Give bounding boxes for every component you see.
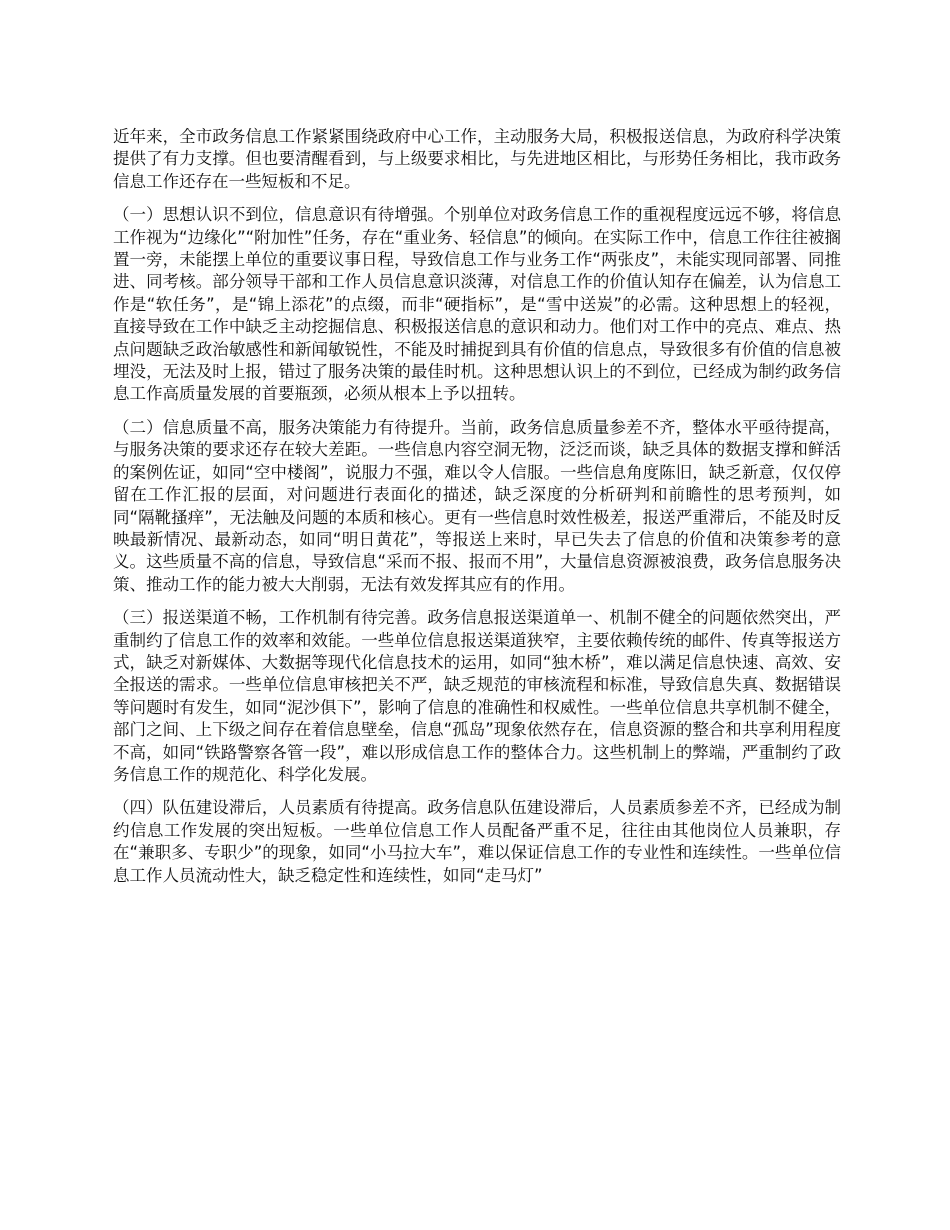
paragraph-intro: 近年来，全市政务信息工作紧紧围绕政府中心工作，主动服务大局，积极报送信息，为政府科学决策提供了有力支撑。但也要清醒看到，与上级要求相比，与先进地区相比，与形势任务相比，我市政务信息工作还存在一些短板和不足。 xyxy=(113,127,841,191)
paragraph-section-3: （三）报送渠道不畅，工作机制有待完善。政务信息报送渠道单一、机制不健全的问题依然突出，严重制约了信息工作的效率和效能。一些单位信息报送渠道狭窄，主要依赖传统的邮件、传真等报送方式，缺乏对新媒体、大数据等现代化信息技术的运用，如同“独木桥”，难以满足信息快速、高效、安全报送的需求。一些单位信息审核把关不严，缺乏规范的审核流程和标准，导致信息失真、数据错误等问题时有发生，如同“泥沙俱下”，影响了信息的准确性和权威性。一些单位信息共享机制不健全，部门之间、上下级之间存在着信息壁垒，信息“孤岛”现象依然存在，信息资源的整合和共享利用程度不高，如同“铁路警察各管一段”，难以形成信息工作的整体合力。这些机制上的弊端，严重制约了政务信息工作的规范化、科学化发展。 xyxy=(113,608,841,784)
paragraph-section-4: （四）队伍建设滞后，人员素质有待提高。政务信息队伍建设滞后，人员素质参差不齐，已经成为制约信息工作发展的突出短板。一些单位信息工作人员配备严重不足，往往由其他岗位人员兼职，存在“兼职多、专职少”的现象，如同“小马拉大车”，难以保证信息工作的专业性和连续性。一些单位信息工作人员流动性大，缺乏稳定性和连续性，如同“走马灯” xyxy=(113,798,841,885)
document-body xyxy=(113,126,841,898)
paragraph-section-2: （二）信息质量不高，服务决策能力有待提升。当前，政务信息质量参差不齐，整体水平亟待提高，与服务决策的要求还存在较大差距。一些信息内容空洞无物，泛泛而谈，缺乏具体的数据支撑和鲜活的案例佐证，如同“空中楼阁”，说服力不强，难以令人信服。一些信息角度陈旧，缺乏新意，仅仅停留在工作汇报的层面，对问题进行表面化的描述，缺乏深度的分析研判和前瞻性的思考预判，如同“隔靴搔痒”，无法触及问题的本质和核心。更有一些信息时效性极差，报送严重滞后，不能及时反映最新情况、最新动态，如同“明日黄花”，等报送上来时，早已失去了信息的价值和决策参考的意义。这些质量不高的信息，导致信息“采而不报、报而不用”，大量信息资源被浪费，政务信息服务决策、推动工作的能力被大大削弱，无法有效发挥其应有的作用。 xyxy=(113,417,841,594)
paragraph-section-1: （一）思想认识不到位，信息意识有待增强。个别单位对政务信息工作的重视程度远远不够，将信息工作视为“边缘化”“附加性”任务，存在“重业务、轻信息”的倾向。在实际工作中，信息工作往往被搁置一旁，未能摆上单位的重要议事日程，导致信息工作与业务工作“两张皮”，未能实现同部署、同推进、同考核。部分领导干部和工作人员信息意识淡薄，对信息工作的价值认知存在偏差，认为信息工作是“软任务”，是“锦上添花”的点缀，而非“硬指标”，是“雪中送炭”的必需。这种思想上的轻视，直接导致在工作中缺乏主动挖掘信息、积极报送信息的意识和动力。他们对工作中的亮点、难点、热点问题缺乏政治敏感性和新闻敏锐性，不能及时捕捉到具有价值的信息点，导致很多有价值的信息被埋没，无法及时上报，错过了服务决策的最佳时机。这种思想认识上的不到位，已经成为制约政务信息工作高质量发展的首要瓶颈，必须从根本上予以扭转。 xyxy=(113,205,841,404)
